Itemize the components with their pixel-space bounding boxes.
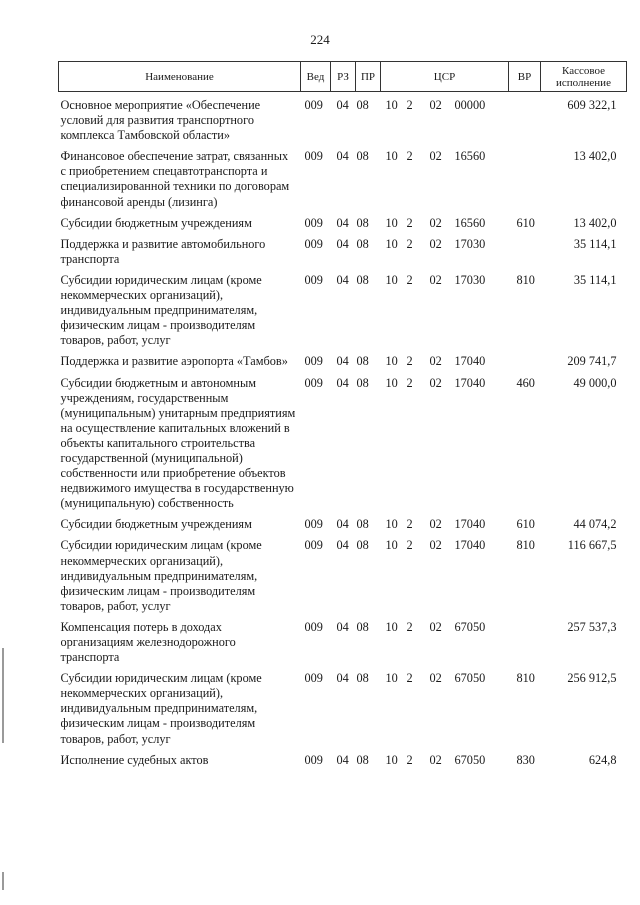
row-pr: 08 [356, 619, 369, 634]
header-name: Наименование [59, 62, 301, 92]
row-name: Субсидии юридическим лицам (кроме некоммерческих организаций), индивидуальным предпринимателям, физическим лицам - производителям товаров, работ, услуг [60, 671, 262, 746]
row-name: Субсидии бюджетным и автономным учреждениям, государственным (муниципальным) унитарным предприятиям на осуществление капитальных вложений в объекты капитального строительства государственной (муниципальной) собственности или приобретение объектов недвижимого имущества в государственную (муниципальную) собственность [60, 375, 296, 511]
row-rz: 04 [336, 272, 349, 287]
row-csr-part: 02 [429, 619, 442, 634]
header-sum [541, 62, 627, 92]
row-ved: 009 [304, 375, 323, 390]
row-ved: 009 [304, 619, 323, 634]
row-ved: 009 [304, 517, 323, 532]
row-csr-part: 10 [385, 149, 398, 164]
row-sum: 13 402,0 [573, 149, 617, 164]
row-csr-part: 10 [385, 215, 398, 230]
budget-table [58, 61, 627, 774]
row-csr [381, 620, 509, 671]
header-vr: ВР [509, 62, 541, 92]
row-vr [509, 237, 541, 273]
row-pr: 08 [356, 752, 369, 767]
row-name: Основное мероприятие «Обеспечение условий для развития транспортного комплекса Тамбовской области» [60, 98, 261, 143]
page-number: 224 [310, 32, 330, 47]
row-csr-part: 17040 [454, 375, 486, 390]
row-csr-part: 2 [406, 98, 413, 112]
row-csr-part: 02 [429, 752, 442, 767]
header-csr: ЦСР [381, 62, 509, 92]
row-rz: 04 [336, 671, 349, 686]
row-name: Субсидии юридическим лицам (кроме некоммерческих организаций), индивидуальным предпринимателям, физическим лицам - производителям товаров, работ, услуг [60, 272, 262, 348]
row-pr: 08 [356, 215, 369, 230]
row-csr-part: 10 [385, 236, 398, 251]
row-pr: 08 [356, 671, 369, 686]
row-csr [381, 671, 509, 752]
row-csr-part: 02 [429, 272, 442, 287]
row-csr-part: 17040 [454, 538, 486, 553]
row-csr-part: 2 [406, 517, 413, 532]
row-csr [381, 376, 509, 518]
row-csr-part: 02 [429, 671, 442, 686]
table-row [59, 538, 627, 619]
row-csr-part: 2 [406, 538, 413, 553]
row-csr-part: 10 [385, 671, 398, 686]
row-sum: 35 114,1 [573, 236, 617, 251]
row-csr-part: 10 [385, 517, 398, 532]
row-csr-part: 16560 [454, 215, 486, 230]
row-sum: 609 322,1 [567, 98, 617, 112]
row-pr: 08 [356, 98, 369, 112]
row-csr-part: 02 [429, 354, 442, 369]
row-csr-part: 10 [385, 354, 398, 369]
row-csr-part: 00000 [454, 98, 486, 112]
row-rz: 04 [336, 98, 349, 112]
row-csr-part: 2 [406, 752, 413, 767]
row-csr [381, 216, 509, 237]
table-row [59, 753, 627, 774]
table-header [59, 62, 627, 92]
row-ved: 009 [304, 215, 323, 230]
table-row [59, 620, 627, 671]
row-vr [509, 149, 541, 215]
row-csr-part: 67050 [454, 671, 486, 686]
row-rz: 04 [336, 375, 349, 390]
row-csr-part: 16560 [454, 149, 486, 164]
row-csr [381, 538, 509, 619]
row-pr: 08 [356, 236, 369, 251]
header-pr: ПР [356, 62, 381, 92]
row-vr: 830 [516, 752, 535, 767]
row-csr [381, 273, 509, 354]
row-csr-part: 10 [385, 752, 398, 767]
row-sum: 624,8 [588, 752, 617, 767]
row-sum: 13 402,0 [573, 215, 617, 230]
row-sum: 49 000,0 [573, 375, 617, 390]
scan-margin-mark-lower [2, 872, 4, 890]
row-rz: 04 [336, 354, 349, 369]
row-vr [509, 92, 541, 150]
table-body [59, 92, 627, 774]
row-ved: 009 [304, 236, 323, 251]
row-csr-part: 10 [385, 619, 398, 634]
row-ved: 009 [304, 149, 323, 164]
row-vr: 810 [516, 538, 535, 553]
row-ved: 009 [304, 272, 323, 287]
row-pr: 08 [356, 538, 369, 553]
row-csr-part: 17030 [454, 272, 486, 287]
row-csr-part: 10 [385, 538, 398, 553]
row-rz: 04 [336, 149, 349, 164]
row-sum: 257 537,3 [567, 619, 617, 634]
row-rz: 04 [336, 517, 349, 532]
row-name: Финансовое обеспечение затрат, связанных с приобретением спецавтотранспорта и специализированной техники по договорам финансовой аренды (лизинга) [60, 149, 290, 209]
row-pr: 08 [356, 272, 369, 287]
row-name: Исполнение судебных актов [60, 752, 209, 767]
row-csr-part: 17040 [454, 517, 486, 532]
table-row [59, 92, 627, 150]
row-csr [381, 517, 509, 538]
row-vr: 810 [516, 272, 535, 287]
row-csr-part: 67050 [454, 752, 486, 767]
table-row [59, 237, 627, 273]
row-rz: 04 [336, 752, 349, 767]
table-row [59, 149, 627, 215]
row-name: Поддержка и развитие аэропорта «Тамбов» [60, 354, 288, 369]
row-csr-part: 10 [385, 98, 398, 112]
row-csr-part: 02 [429, 149, 442, 164]
table-row [59, 216, 627, 237]
row-name: Поддержка и развитие автомобильного транспорта [60, 236, 266, 266]
row-csr [381, 92, 509, 150]
row-csr-part: 2 [406, 619, 413, 634]
row-csr-part: 2 [406, 236, 413, 251]
row-ved: 009 [304, 98, 323, 112]
row-sum: 44 074,2 [573, 517, 617, 532]
row-csr-part: 02 [429, 375, 442, 390]
row-csr-part: 2 [406, 215, 413, 230]
row-name: Субсидии юридическим лицам (кроме некоммерческих организаций), индивидуальным предпринимателям, физическим лицам - производителям товаров, работ, услуг [60, 538, 262, 613]
row-vr [509, 620, 541, 671]
row-csr-part: 2 [406, 149, 413, 164]
table-row [59, 354, 627, 375]
row-csr [381, 354, 509, 375]
row-csr-part: 02 [429, 517, 442, 532]
row-csr-part: 17030 [454, 236, 486, 251]
row-vr: 460 [516, 375, 535, 390]
row-name: Компенсация потерь в доходах организациям железнодорожного транспорта [60, 619, 236, 665]
row-rz: 04 [336, 619, 349, 634]
scan-margin-mark [2, 648, 4, 743]
row-csr [381, 149, 509, 215]
row-ved: 009 [304, 354, 323, 369]
row-sum: 35 114,1 [573, 272, 617, 287]
row-name: Субсидии бюджетным учреждениям [60, 215, 252, 230]
row-csr-part: 02 [429, 236, 442, 251]
row-rz: 04 [336, 215, 349, 230]
header-sum-line1: Кассовое [562, 64, 605, 77]
row-csr [381, 753, 509, 774]
row-rz: 04 [336, 236, 349, 251]
row-ved: 009 [304, 538, 323, 553]
row-csr-part: 02 [429, 538, 442, 553]
row-name: Субсидии бюджетным учреждениям [60, 517, 252, 532]
row-sum: 209 741,7 [567, 354, 617, 369]
row-csr-part: 02 [429, 98, 442, 112]
row-vr: 610 [516, 517, 535, 532]
header-rz: РЗ [331, 62, 356, 92]
row-vr: 610 [516, 215, 535, 230]
row-csr-part: 2 [406, 375, 413, 390]
table-row [59, 517, 627, 538]
row-csr-part: 2 [406, 354, 413, 369]
row-ved: 009 [304, 671, 323, 686]
row-csr [381, 237, 509, 273]
row-rz: 04 [336, 538, 349, 553]
row-vr [509, 354, 541, 375]
row-pr: 08 [356, 517, 369, 532]
row-csr-part: 2 [406, 671, 413, 686]
row-sum: 256 912,5 [567, 671, 617, 686]
row-pr: 08 [356, 149, 369, 164]
header-sum-line2: исполнение [556, 76, 611, 89]
row-ved: 009 [304, 752, 323, 767]
row-csr-part: 2 [406, 272, 413, 287]
header-ved: Вед [301, 62, 331, 92]
table-row [59, 376, 627, 518]
row-pr: 08 [356, 354, 369, 369]
row-sum: 116 667,5 [567, 538, 617, 553]
table-row [59, 273, 627, 354]
row-csr-part: 17040 [454, 354, 486, 369]
row-csr-part: 10 [385, 272, 398, 287]
row-csr-part: 02 [429, 215, 442, 230]
table-row [59, 671, 627, 752]
row-pr: 08 [356, 375, 369, 390]
row-csr-part: 10 [385, 375, 398, 390]
row-vr: 810 [516, 671, 535, 686]
row-csr-part: 67050 [454, 619, 486, 634]
